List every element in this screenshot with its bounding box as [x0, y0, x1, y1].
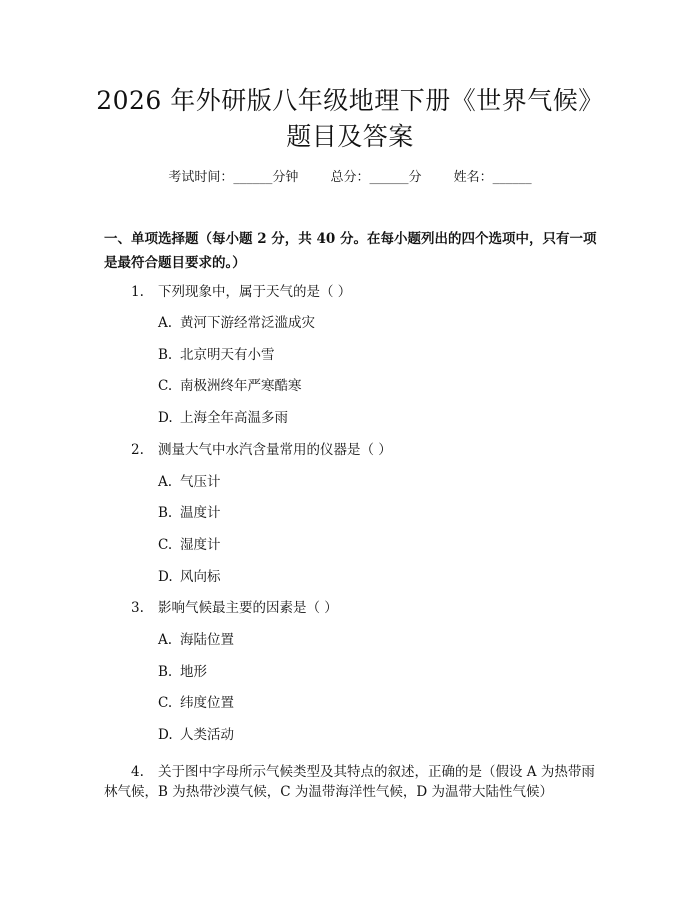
question-2-option-b — [158, 503, 221, 523]
question-text-line-1: 关于图中字母所示气候类型及其特点的叙述，正确的是（假设 A 为热带雨 — [158, 764, 595, 780]
exam-meta — [0, 168, 700, 188]
section-heading-line-1: 一、单项选择题（每小题 2 分，共 40 分。在每小题列出的四个选项中，只有一项 — [104, 231, 597, 247]
question-1-option-b — [158, 345, 275, 365]
option-letter: B. — [158, 347, 173, 363]
question-1-option-c — [158, 376, 302, 396]
option-text: 海陆位置 — [180, 632, 234, 648]
option-text: 地形 — [180, 664, 207, 680]
option-text: 北京明天有小雪 — [180, 347, 275, 363]
option-letter: C. — [158, 695, 173, 711]
question-2 — [131, 440, 392, 460]
question-1 — [131, 282, 351, 302]
option-text: 纬度位置 — [180, 695, 234, 711]
exam-time-field: 考试时间：______分钟 — [168, 170, 299, 185]
option-letter: B. — [158, 505, 173, 521]
option-text: 上海全年高温多雨 — [180, 410, 288, 426]
question-4-continuation: 林气候，B 为热带沙漠气候，C 为温带海洋性气候，D 为温带大陆性气候） — [104, 784, 553, 800]
option-text: 南极洲终年严寒酷寒 — [180, 378, 302, 394]
question-3-option-c — [158, 693, 234, 713]
question-3 — [131, 598, 338, 618]
document-title-line-1: 2026 年外研版八年级地理下册《世界气候》 — [96, 86, 604, 115]
question-1-option-d — [158, 408, 288, 428]
option-letter: A. — [158, 315, 173, 331]
option-letter: C. — [158, 537, 173, 553]
option-text: 气压计 — [180, 474, 221, 490]
option-text: 湿度计 — [180, 537, 221, 553]
option-text: 人类活动 — [180, 727, 234, 743]
question-number: 4. — [131, 764, 144, 780]
question-text: 测量大气中水汽含量常用的仪器是（ ） — [158, 442, 392, 458]
question-text: 下列现象中，属于天气的是（ ） — [158, 284, 352, 300]
option-letter: A. — [158, 632, 173, 648]
question-number: 2. — [131, 442, 144, 458]
question-text: 影响气候最主要的因素是（ ） — [158, 600, 338, 616]
question-4 — [131, 762, 606, 782]
total-score-field: 总分：______分 — [330, 170, 422, 185]
option-text: 温度计 — [180, 505, 221, 521]
option-letter: C. — [158, 378, 173, 394]
option-text: 风向标 — [180, 569, 221, 585]
question-2-option-c — [158, 535, 221, 555]
question-number: 1. — [131, 284, 144, 300]
option-letter: D. — [158, 569, 173, 585]
question-2-option-d — [158, 567, 221, 587]
document-title-line-2: 题目及答案 — [286, 122, 414, 151]
section-heading-line-2: 是最符合题目要求的。） — [104, 255, 246, 271]
option-letter: A. — [158, 474, 173, 490]
option-letter: D. — [158, 410, 173, 426]
question-3-option-d — [158, 725, 234, 745]
question-2-option-a — [158, 472, 221, 492]
question-3-option-b — [158, 662, 207, 682]
question-3-option-a — [158, 630, 234, 650]
question-number: 3. — [131, 600, 144, 616]
option-letter: B. — [158, 664, 173, 680]
question-1-option-a — [158, 313, 315, 333]
name-field: 姓名：______ — [453, 170, 532, 185]
option-letter: D. — [158, 727, 173, 743]
option-text: 黄河下游经常泛滥成灾 — [180, 315, 315, 331]
